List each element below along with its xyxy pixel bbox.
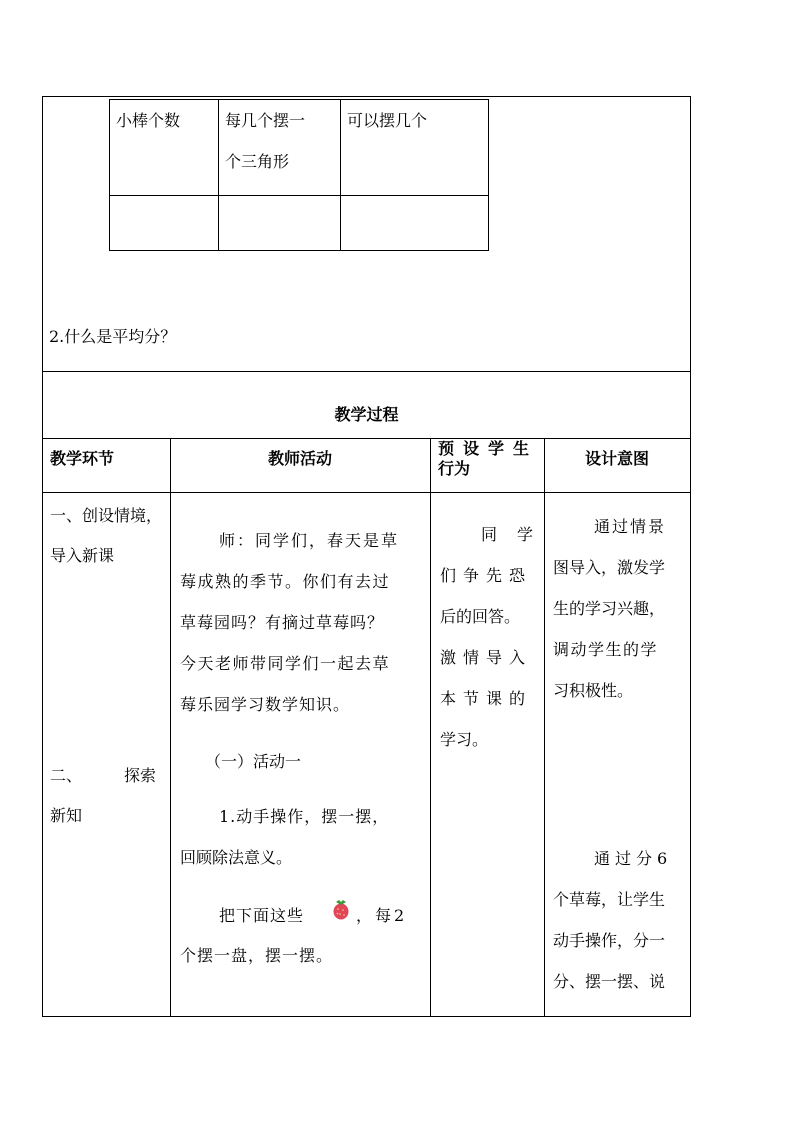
inner-table-col2: [340, 99, 341, 251]
intent-1-line-2: 图导入，激发学: [553, 558, 666, 577]
section-divider: [42, 371, 691, 372]
intent-2-line-2: 个草莓，让学生: [553, 890, 666, 909]
col-header-intent: 设计意图: [584, 449, 649, 468]
stage-1-line1: 一、创设情境，: [50, 506, 163, 525]
inner-table-left: [109, 99, 110, 251]
intent-1-line-4: 调动学生的学: [553, 640, 659, 659]
activity-heading: （一）活动一: [205, 752, 302, 771]
inner-header-per-triangle-line2: 个三角形: [225, 152, 290, 171]
frame-left-border: [42, 96, 43, 1017]
teacher-line-4: 今天老师带同学们一起去草: [180, 654, 391, 673]
inner-header-count: 可以摆几个: [347, 111, 428, 130]
task-part2: ，每2: [356, 906, 408, 925]
intent-2-line-4: 分、摆一摆、说: [553, 972, 666, 991]
section-title: 教学过程: [334, 405, 399, 424]
student-line-6: 学习。: [440, 730, 489, 749]
col-divider-2: [430, 438, 431, 1017]
stage-2-title-part: 探索: [124, 766, 157, 785]
intent-1-line-1: 通过情景: [594, 517, 667, 536]
stage-1-line2: 导入新课: [50, 546, 115, 565]
student-line-1: 同学: [481, 525, 554, 544]
task-part1: 把下面这些: [219, 906, 305, 925]
student-line-2: 们争先恐: [440, 566, 533, 585]
frame-top-border: [42, 96, 691, 97]
intent-1-line-3: 生的学习兴趣，: [553, 599, 666, 618]
intent-1-line-5: 习积极性。: [553, 681, 634, 700]
stage-2-number: 二、: [50, 766, 83, 785]
inner-table-top: [109, 99, 489, 100]
col-header-student-line1: 预设学生: [438, 439, 539, 458]
task-line2: 个摆一盘，摆一摆。: [180, 946, 334, 965]
stage-2-line2: 新知: [50, 806, 83, 825]
inner-table-right: [488, 99, 489, 251]
header-row-bottom: [42, 492, 691, 493]
teacher-line-1: 师：同学们，春天是草: [219, 531, 400, 550]
intent-2-line-1: 通过分6: [594, 849, 673, 868]
step-1-line2: 回顾除法意义。: [180, 848, 293, 867]
col-header-student-line2: 行为: [438, 459, 471, 478]
col-header-stage: 教学环节: [50, 449, 115, 468]
inner-header-sticks: 小棒个数: [116, 111, 181, 130]
question-text: 2.什么是平均分？: [49, 327, 177, 346]
frame-bottom-border: [42, 1016, 691, 1017]
student-line-3: 后的回答。: [440, 607, 521, 626]
inner-table-mid: [109, 195, 489, 196]
inner-table-col1: [218, 99, 219, 251]
teacher-line-3: 草莓园吗？有摘过草莓吗？: [180, 613, 385, 632]
strawberry-icon: [332, 898, 350, 920]
teacher-line-5: 莓乐园学习数学知识。: [180, 695, 351, 714]
inner-table-bottom: [109, 250, 489, 251]
col-divider-1: [170, 438, 171, 1017]
teacher-line-2: 莓成熟的季节。你们有去过: [180, 572, 391, 591]
col-header-teacher: 教师活动: [267, 449, 332, 468]
header-row-top: [42, 438, 691, 439]
intent-2-line-3: 动手操作，分一: [553, 931, 666, 950]
frame-right-border: [690, 96, 691, 1017]
student-line-4: 激情导入: [440, 648, 533, 667]
step-1-line1: 1.动手操作，摆一摆，: [219, 807, 390, 826]
student-line-5: 本节课的: [440, 689, 533, 708]
inner-header-per-triangle-line1: 每几个摆一: [225, 111, 306, 130]
